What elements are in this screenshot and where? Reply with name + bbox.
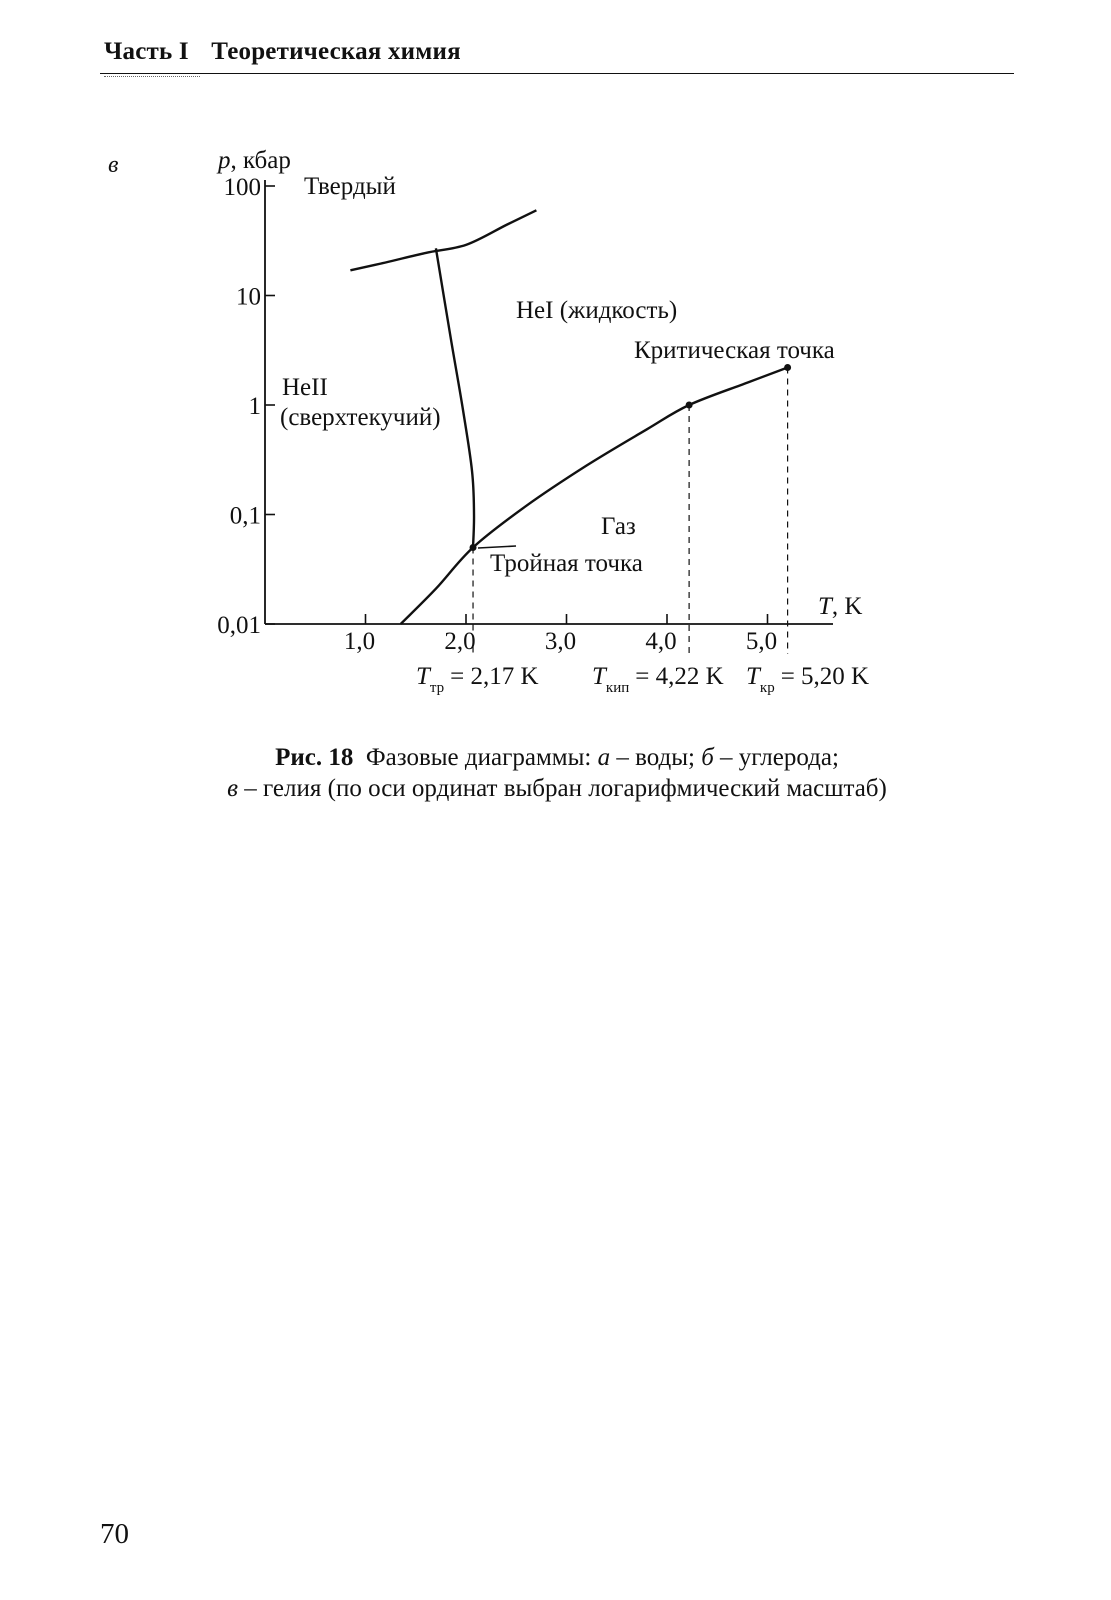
x-axis-unit: , K xyxy=(831,593,863,620)
y-axis-symbol: p xyxy=(218,147,231,174)
critical-point-marker xyxy=(784,364,791,371)
helium-phase-diagram xyxy=(0,0,1111,720)
caption-text-1: Фазовые диаграммы: xyxy=(365,744,598,771)
caption-line-2 xyxy=(100,773,1014,804)
temp-critical-value: = 5,20 K xyxy=(780,663,870,690)
figure-caption xyxy=(100,742,1014,804)
solid-liquid-boundary xyxy=(350,210,536,270)
y-tick-label: 100 xyxy=(223,174,261,201)
x-tick-marks xyxy=(366,614,768,624)
chapter-title: Теоретическая химия xyxy=(211,38,461,65)
temp-triple xyxy=(416,663,539,696)
caption-text-b: – углерода; xyxy=(713,744,839,771)
caption-line-1 xyxy=(100,742,1014,773)
temp-triple-value: = 2,17 K xyxy=(450,663,539,690)
label-solid: Твердый xyxy=(304,173,396,200)
triple-point-leader xyxy=(478,546,516,548)
label-liquid: HeI (жидкость) xyxy=(516,297,678,324)
x-tick-label: 3,0 xyxy=(544,628,577,655)
label-superfluid-name: HeII xyxy=(282,374,328,401)
x-tick-label: 2,0 xyxy=(444,628,476,655)
x-tick-label: 5,0 xyxy=(745,628,778,655)
caption-letter-b: б xyxy=(701,744,714,771)
caption-letter-a: а xyxy=(597,744,611,771)
caption-text-a: – воды; xyxy=(610,744,702,771)
boiling-point-marker xyxy=(686,402,693,409)
x-tick-labels xyxy=(344,628,777,655)
figure-label: Рис. 18 xyxy=(275,744,354,771)
caption-text-2: – гелия (по оси ординат выбран логарифмический масштаб) xyxy=(238,775,887,802)
x-axis-symbol: T xyxy=(818,593,832,620)
temp-boil xyxy=(592,663,724,696)
temp-triple-symbol: T xyxy=(416,663,430,690)
page-number: 70 xyxy=(100,1518,129,1550)
temp-boil-sub: кип xyxy=(605,680,630,696)
temp-boil-value: = 4,22 K xyxy=(635,663,724,690)
temp-triple-sub: тр xyxy=(429,680,445,696)
y-tick-label: 0,1 xyxy=(229,502,261,530)
temp-critical-sub: кр xyxy=(759,680,775,696)
y-axis-unit: , кбар xyxy=(230,147,291,174)
x-tick-label: 1,0 xyxy=(343,628,376,655)
temp-critical xyxy=(746,663,869,696)
y-tick-label: 1 xyxy=(248,393,261,420)
y-tick-label: 0,01 xyxy=(217,612,261,639)
chapter-label: Часть I xyxy=(104,38,189,65)
label-superfluid-desc: (сверхтекучий) xyxy=(280,404,441,431)
panel-letter: в xyxy=(108,152,119,178)
label-critical-point: Критическая точка xyxy=(634,337,835,364)
caption-letter-v: в xyxy=(227,775,238,802)
label-gas: Газ xyxy=(601,513,636,540)
temp-boil-symbol: T xyxy=(592,663,606,690)
temp-critical-symbol: T xyxy=(746,663,760,690)
vaporization-curve xyxy=(401,368,788,625)
y-tick-marks xyxy=(265,186,275,624)
y-tick-labels xyxy=(217,174,261,639)
x-axis-label xyxy=(818,593,862,620)
lambda-line xyxy=(436,248,474,547)
y-tick-label: 10 xyxy=(236,283,261,311)
label-triple-point: Тройная точка xyxy=(490,550,643,577)
triple-point-marker xyxy=(470,544,477,551)
x-tick-label: 4,0 xyxy=(645,628,677,655)
y-axis-label xyxy=(216,147,291,174)
